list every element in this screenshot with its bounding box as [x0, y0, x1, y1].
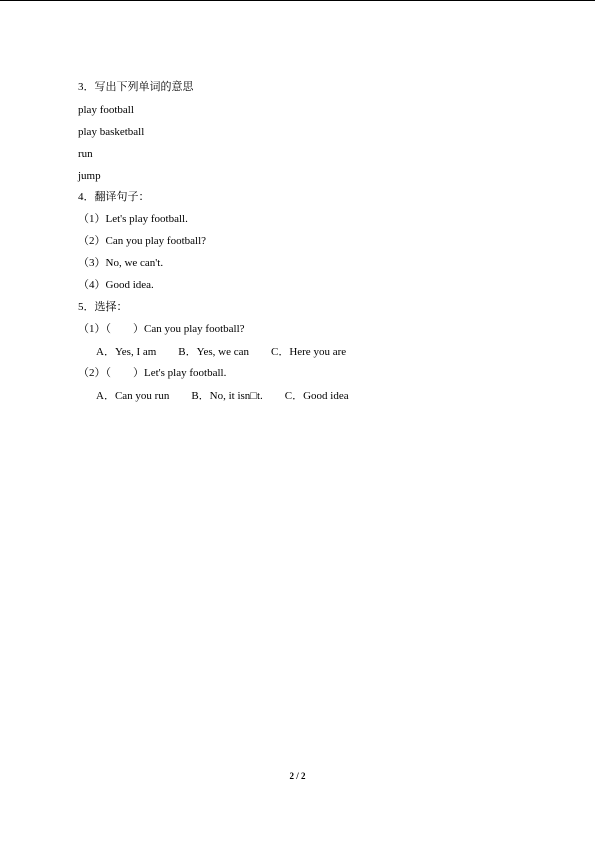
section5-heading: 5．选择： — [78, 301, 128, 313]
section3-heading: 3．写出下列单词的意思 — [78, 81, 194, 93]
section4-heading: 4．翻译句子： — [78, 191, 150, 203]
word-item: play football — [78, 104, 134, 116]
question-1-options: A．Yes, I am B．Yes, we can C．Here you are — [96, 346, 347, 358]
word-item: run — [78, 148, 93, 160]
page-number: 2 / 2 — [289, 771, 306, 781]
word-item: jump — [78, 170, 101, 182]
word-item: play basketball — [78, 126, 145, 138]
question-2-options: A．Can you run B．No, it isn□t. C．Good idea — [96, 390, 349, 402]
top-rule — [0, 0, 595, 1]
sentence-item: （4）Good idea. — [78, 279, 154, 291]
sentence-item: （3）No, we can't. — [78, 257, 164, 269]
question-1-stem: （1）（ ）Can you play football? — [78, 323, 245, 335]
sentence-item: （2）Can you play football? — [78, 235, 207, 247]
question-2-stem: （2）（ ）Let's play football. — [78, 367, 227, 379]
sentence-item: （1）Let's play football. — [78, 213, 188, 225]
